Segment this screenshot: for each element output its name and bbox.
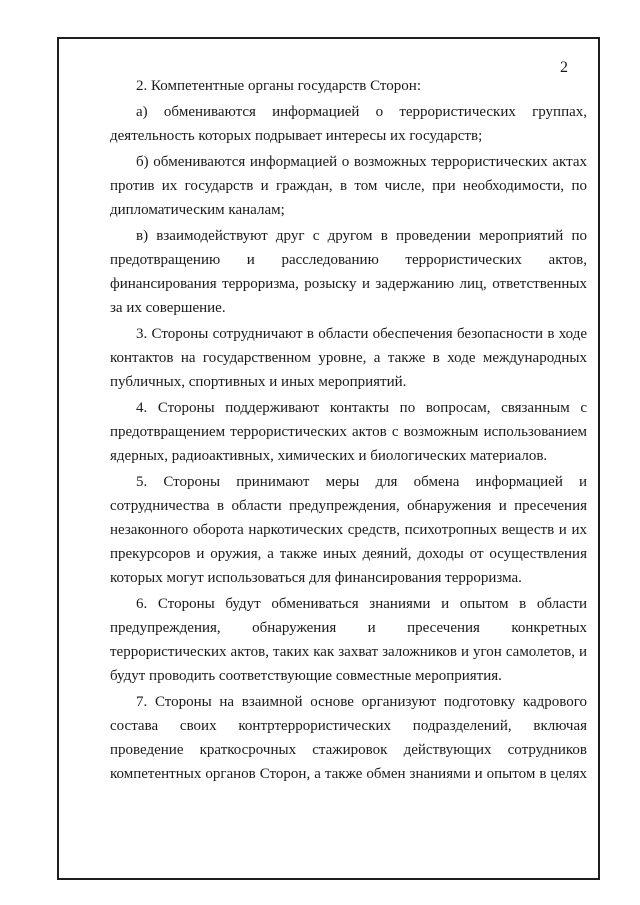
paragraph-6: 6. Стороны будут обмениваться знаниями и опытом в области предупреждения, обнаружения и пресечения конкретных террористических актов, таких как захват заложников и угон самолетов, и будут проводить соответствующие совместные мероприятия.	[110, 596, 587, 684]
paragraph-2b: б) обмениваются информацией о возможных террористических актах против их государств и граждан, в том числе, при необходимости, по дипломатическим каналам;	[110, 154, 587, 218]
document-body	[110, 74, 587, 786]
paragraph-2: 2. Компетентные органы государств Сторон:	[136, 78, 421, 94]
paragraph-7: 7. Стороны на взаимной основе организуют подготовку кадрового состава своих контртеррористических подразделений, включая проведение краткосрочных стажировок действующих сотрудников компетентных органов Сторон, а также обмен знаниями и опытом в целях	[110, 694, 587, 782]
page-number: 2	[560, 59, 568, 76]
paragraph-2c: в) взаимодействуют друг с другом в проведении мероприятий по предотвращению и расследованию террористических актов, финансирования терроризма, розыску и задержанию лиц, ответственных за их совершение.	[110, 228, 587, 316]
paragraph-3: 3. Стороны сотрудничают в области обеспечения безопасности в ходе контактов на государственном уровне, а также в ходе международных публичных, спортивных и иных мероприятий.	[110, 326, 587, 390]
paragraph-4: 4. Стороны поддерживают контакты по вопросам, связанным с предотвращением террористических актов с возможным использованием ядерных, радиоактивных, химических и биологических материалов.	[110, 400, 587, 464]
paragraph-5: 5. Стороны принимают меры для обмена информацией и сотрудничества в области предупреждения, обнаружения и пресечения незаконного оборота наркотических средств, психотропных веществ и их прекурсоров и оружия, а также иных деяний, доходы от осуществления которых могут использоваться для финансирования терроризма.	[110, 474, 587, 586]
paragraph-2a: а) обмениваются информацией о террористических группах, деятельность которых подрывает интересы их государств;	[110, 104, 587, 144]
